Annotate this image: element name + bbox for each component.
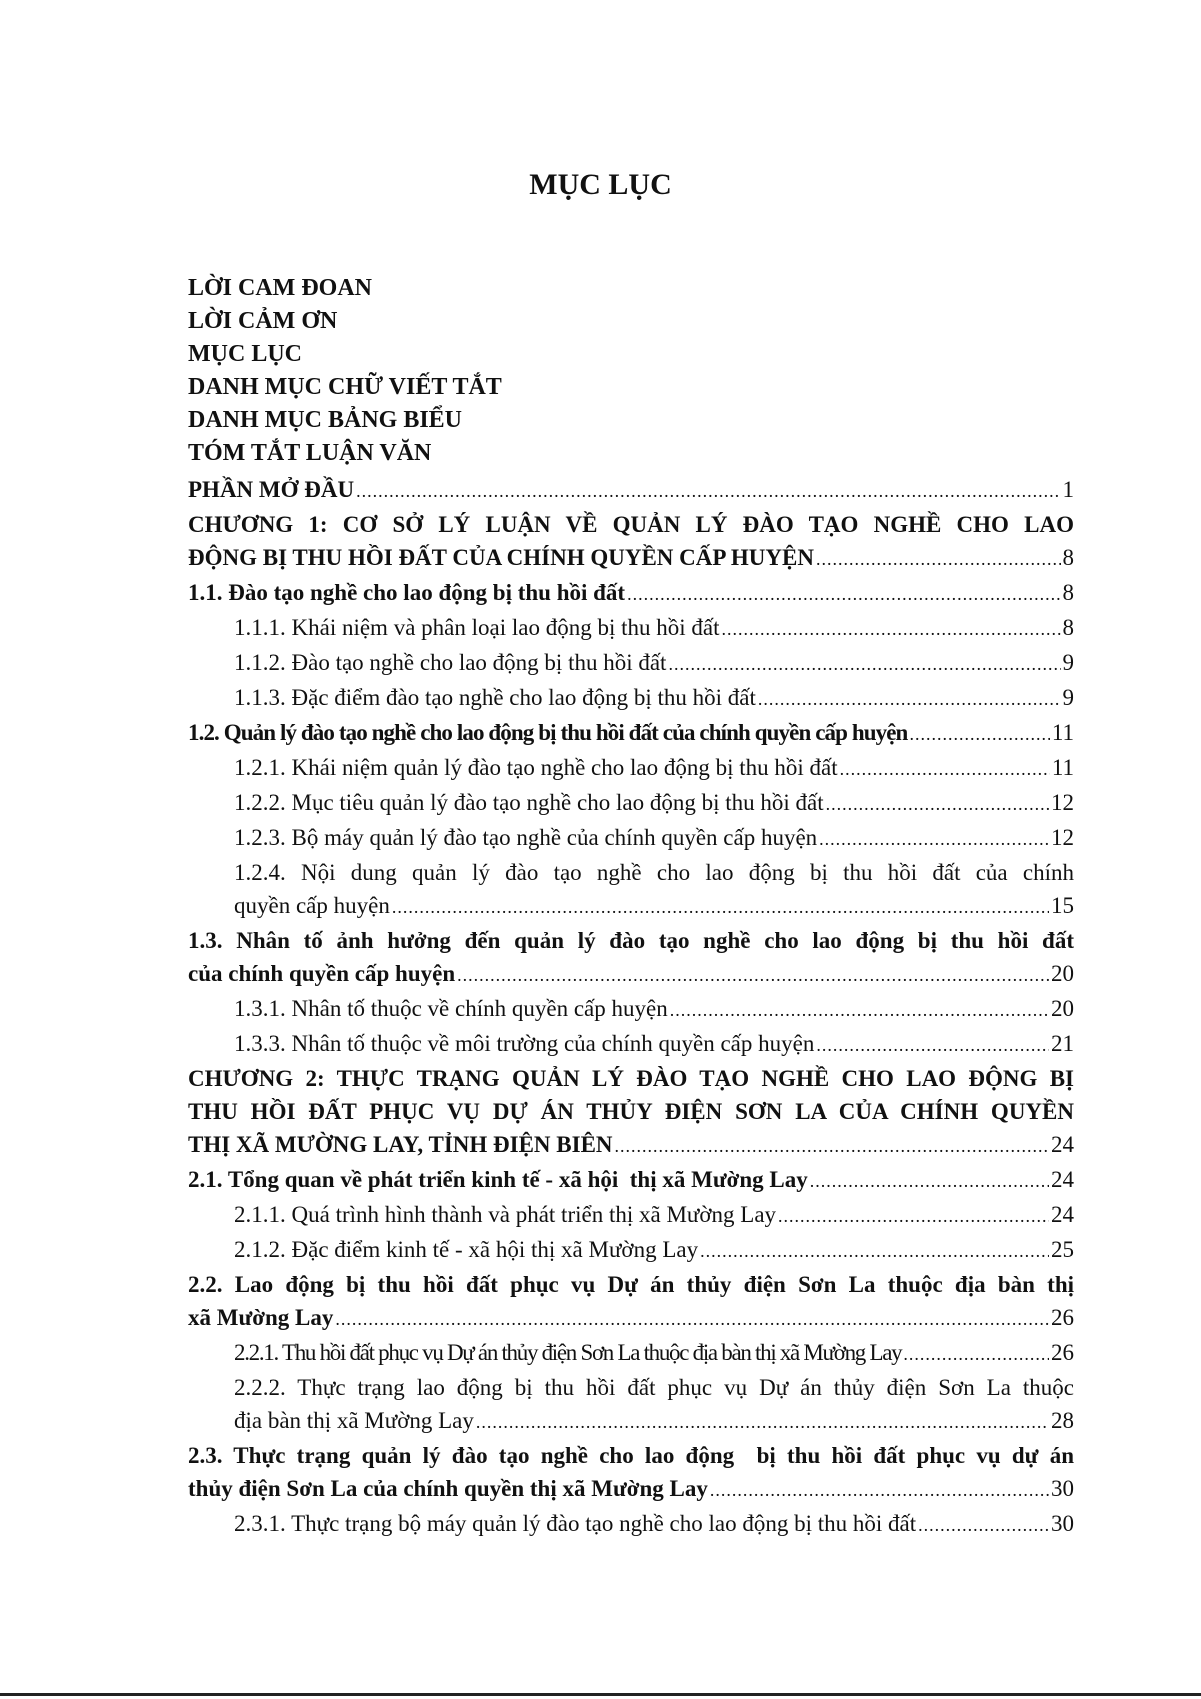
toc-page-number: 21 [1051,1031,1074,1056]
toc-page-number: 9 [1062,650,1074,675]
toc-entry-label-line: 2.2. Lao động bị thu hồi đất phục vụ Dự án thủy điện Sơn La thuộc địa bàn thị [188,1272,1074,1297]
toc-leader-dots [903,1338,1049,1371]
toc-entry-subsection [188,1371,1074,1439]
toc-entry-label-line: thủy điện Sơn La của chính quyền thị xã Mường Lay [188,1476,708,1501]
front-matter-item: TÓM TẮT LUẬN VĂN [188,440,432,466]
front-matter-item: LỜI CẢM ƠN [188,308,338,334]
toc-entry-label: 2.1. Tổng quan về phát triển kinh tế - xã hội thị xã Mường Lay [188,1167,808,1192]
toc-page-number: 12 [1051,825,1074,850]
toc-page-number: 8 [1062,615,1074,640]
toc-entry-label-line: CHƯƠNG 2: THỰC TRẠNG QUẢN LÝ ĐÀO TẠO NGHỀ CHO LAO ĐỘNG BỊ [188,1066,1074,1091]
toc-page-number: 25 [1051,1237,1074,1262]
toc-leader-dots [816,1029,1049,1062]
toc-leader-dots [918,1509,1049,1542]
toc-page-number: 28 [1051,1408,1074,1433]
toc-page-number: 8 [1062,580,1074,605]
toc-leader-dots [826,788,1049,821]
front-matter-item: MỤC LỤC [188,341,302,367]
toc-page-number: 30 [1051,1511,1074,1536]
toc-page-number: 11 [1051,755,1074,780]
toc-entry-label: 2.2.1. Thu hồi đất phục vụ Dự án thủy điện Sơn La thuộc địa bàn thị xã Mường Lay [234,1340,902,1365]
toc-entry-label-line: CHƯƠNG 1: CƠ SỞ LÝ LUẬN VỀ QUẢN LÝ ĐÀO TẠO NGHỀ CHO LAO [188,512,1074,537]
toc-entry-chapter-2 [188,1062,1074,1163]
toc-entry-label-line: xã Mường Lay [188,1305,334,1330]
toc-page-number: 1 [1062,477,1074,502]
toc-leader-dots [392,891,1049,924]
toc-leader-dots [810,1165,1049,1198]
toc-entry-label: 1.2.1. Khái niệm quản lý đào tạo nghề cho lao động bị thu hồi đất [234,755,838,780]
toc-page-number: 30 [1051,1476,1074,1501]
toc-entry-section [188,1163,1074,1198]
toc-leader-dots [816,543,1061,576]
toc-entry-subsection [188,611,1074,646]
toc-leader-dots [668,648,1060,681]
toc-entry-label: 2.1.2. Đặc điểm kinh tế - xã hội thị xã Mường Lay [234,1237,699,1262]
toc-leader-dots [778,1200,1049,1233]
toc-entry-section [188,1439,1074,1507]
toc-leader-dots [840,753,1050,786]
toc-leader-dots [356,475,1060,508]
toc-entry-subsection [188,1233,1074,1268]
toc-entry-subsection [188,1027,1074,1062]
toc-entry-label: 1.2.2. Mục tiêu quản lý đào tạo nghề cho lao động bị thu hồi đất [234,790,824,815]
toc-entry-label-line: của chính quyền cấp huyện [188,961,456,986]
toc-leader-dots [721,613,1060,646]
page-bottom-border [0,1693,1201,1696]
toc-entry-section [188,924,1074,992]
toc-leader-dots [476,1406,1049,1439]
toc-page-number: 12 [1051,790,1074,815]
toc-page-number: 26 [1051,1340,1074,1365]
front-matter-item: DANH MỤC CHỮ VIẾT TẮT [188,374,502,400]
table-of-contents [188,473,1074,1542]
toc-page-number: 24 [1051,1132,1074,1157]
toc-entry-section [188,716,1074,751]
front-matter-item: DANH MỤC BẢNG BIỂU [188,407,463,433]
toc-leader-dots [909,718,1049,751]
toc-entry-subsection [188,646,1074,681]
toc-page-number: 9 [1062,685,1074,710]
toc-entry-label-line: địa bàn thị xã Mường Lay [234,1408,474,1433]
toc-leader-dots [335,1303,1049,1336]
toc-entry-label: 1.3.3. Nhân tố thuộc về môi trường của chính quyền cấp huyện [234,1031,815,1056]
toc-page-number: 20 [1051,961,1074,986]
toc-leader-dots [670,994,1049,1027]
toc-entry-label: PHẦN MỞ ĐẦU [188,477,355,502]
toc-entry-label-line: THỊ XÃ MƯỜNG LAY, TỈNH ĐIỆN BIÊN [188,1132,613,1157]
page-title: MỤC LỤC [529,168,672,201]
toc-entry-label: 1.1.1. Khái niệm và phân loại lao động bị thu hồi đất [234,615,720,640]
toc-entry-label: 1.1.2. Đào tạo nghề cho lao động bị thu hồi đất [234,650,667,675]
toc-entry-label: 1.1.3. Đặc điểm đào tạo nghề cho lao động bị thu hồi đất [234,685,756,710]
toc-entry-label: 2.1.1. Quá trình hình thành và phát triển thị xã Mường Lay [234,1202,777,1227]
toc-entry-subsection [188,992,1074,1027]
toc-page-number: 15 [1051,893,1074,918]
toc-entry-subsection [188,786,1074,821]
toc-entry-subsection [188,1198,1074,1233]
toc-entry-chapter-1 [188,508,1074,576]
toc-page-number: 20 [1051,996,1074,1021]
toc-leader-dots [627,578,1060,611]
toc-page-number: 8 [1062,545,1074,570]
toc-entry-label-line: ĐỘNG BỊ THU HỒI ĐẤT CỦA CHÍNH QUYỀN CẤP HUYỆN [188,545,814,570]
toc-page-number: 11 [1051,720,1074,745]
toc-entry-label-line: 1.3. Nhân tố ảnh hưởng đến quản lý đào tạo nghề cho lao động bị thu hồi đất [188,928,1074,953]
toc-page-number: 24 [1051,1167,1074,1192]
toc-entry-label-line: 2.2.2. Thực trạng lao động bị thu hồi đất phục vụ Dự án thủy điện Sơn La thuộc [234,1375,1074,1400]
toc-entry-label-line: 1.2.4. Nội dung quản lý đào tạo nghề cho lao động bị thu hồi đất của chính [234,860,1074,885]
toc-leader-dots [819,823,1049,856]
toc-entry-section [188,1268,1074,1336]
toc-leader-dots [457,959,1049,992]
toc-page-number: 26 [1051,1305,1074,1330]
toc-entry-subsection [188,681,1074,716]
toc-entry-label-line: THU HỒI ĐẤT PHỤC VỤ DỰ ÁN THỦY ĐIỆN SƠN LA CỦA CHÍNH QUYỀN [188,1099,1074,1124]
toc-entry-label: 2.3.1. Thực trạng bộ máy quản lý đào tạo nghề cho lao động bị thu hồi đất [234,1511,917,1536]
toc-entry-label-line: quyền cấp huyện [234,893,390,918]
toc-entry-label: 1.2. Quản lý đào tạo nghề cho lao động bị thu hồi đất của chính quyền cấp huyện [188,720,908,745]
toc-entry-subsection [188,1507,1074,1542]
toc-leader-dots [758,683,1061,716]
toc-entry-label-line: 2.3. Thực trạng quản lý đào tạo nghề cho lao động bị thu hồi đất phục vụ dự án [188,1443,1074,1468]
toc-entry-subsection [188,1336,1074,1371]
toc-entry-label: 1.2.3. Bộ máy quản lý đào tạo nghề của chính quyền cấp huyện [234,825,818,850]
toc-entry-label: 1.1. Đào tạo nghề cho lao động bị thu hồi đất [188,580,626,605]
toc-leader-dots [700,1235,1049,1268]
toc-page-number: 24 [1051,1202,1074,1227]
toc-entry-subsection [188,751,1074,786]
toc-entry-subsection [188,856,1074,924]
toc-entry-label: 1.3.1. Nhân tố thuộc về chính quyền cấp huyện [234,996,668,1021]
toc-entry-intro [188,473,1074,508]
toc-entry-subsection [188,821,1074,856]
toc-leader-dots [710,1474,1049,1507]
toc-leader-dots [615,1130,1049,1163]
front-matter-item: LỜI CAM ĐOAN [188,275,372,301]
toc-entry-section [188,576,1074,611]
front-matter-list [188,272,502,470]
